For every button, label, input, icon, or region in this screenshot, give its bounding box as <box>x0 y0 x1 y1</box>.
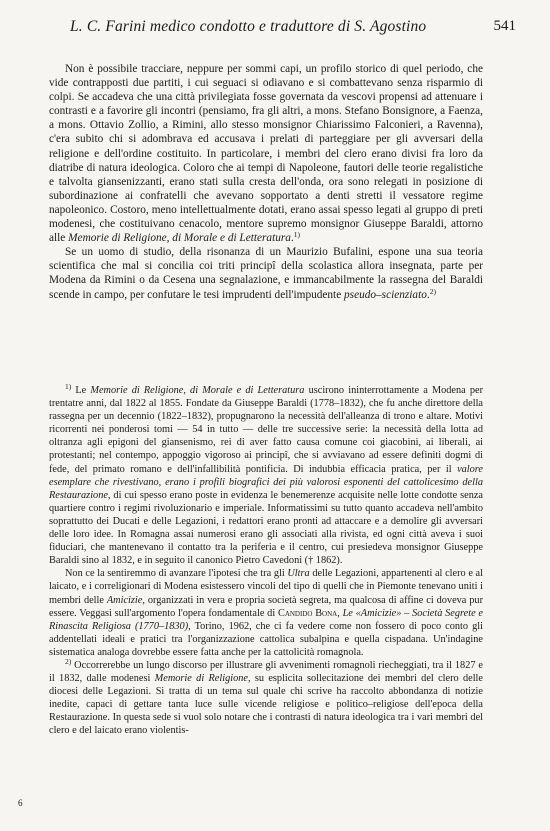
author-name: Candido Bona <box>277 607 338 619</box>
footnote-text-run: Non ce la sentiremmo di avanzare l'ipotesi che tra gli <box>65 568 288 580</box>
book-title: Le «Amicizie» – Società Segrete e Rinascita Religiosa (1770–1830) <box>49 607 483 632</box>
footnote-text-run: , <box>337 607 343 619</box>
footnote-text-run: Occorrerebbe un lungo discorso per illustrare gli avvenimenti romagnoli riecheggiati, tra il 1827 e il 1832, dalle modenesi <box>49 659 483 685</box>
body-text-run: Non è possibile tracciare, neppure per sommi capi, un profilo storico di quel periodo, che vide contrapposti due partiti, i cui seguaci si odiavano e si combattevano senza risparmio di colpi. Se accadeva che una città privilegiata fosse governata da vescovi propensi ad attenuare i contrasti e a favorire gli incontri (pensiamo, fra gli altri, a mons. Stefano Bonsignore, a Faenza, a mons. Ottavio Zollio, a Rimini, allo stesso monsignor Chiarissimo Falconieri, a Ravenna), c'era subito chi si adombrava ed accusava i prelati di parteggiare per gli avversari della religione e dell'ordine costituito. In particolare, i membri del clero erano divisi fra loro da diatribe di natura ideologica. Coloro che ai tempi di Napoleone, fautori delle teorie regalistiche e talvolta giansenizzanti, erano stati sulla cresta dell'onda, ora sono relegati in posizione di subordinazione ai confratelli che avevano sopportato a denti stretti il vessatore regime napoleonico. Costoro, meno intellettualmente dotati, erano assai spesso legati al gruppo di preti modenesi, che costituivano cenacolo, mentore supremo monsignor Giuseppe Baraldi, attorno alle <box>49 63 483 245</box>
running-header <box>70 18 516 36</box>
body-text-run: Se un uomo di studio, della risonanza di un Maurizio Bufalini, espone una sua teoria scientifica che mal si concilia coi triti principî della scolastica allora insegnata, parte per Modena da Rimini o da Cesena una segnalazione, e immancabilmente la rassegna del Baraldi scende in campo, per confutare le tesi imprudenti dell'impudente <box>49 246 483 301</box>
footnote-marker-1: 1) <box>65 382 72 391</box>
footnotes <box>49 384 483 738</box>
body-text-run: . <box>290 232 294 245</box>
footnote-text-run: Le <box>71 385 91 396</box>
body-text-run: . <box>426 288 430 301</box>
footnote-text-run: , di cui spesso erano poste in evidenza le benemerenze acquisite nelle lotte condotte senza quartiere contro i regimi rivoluzionario e imperiale. Informatissimi su tutto quanto accadeva nell'ambito soprattutto dei Ducati e delle Legazioni, i redattori erano pronti ad attaccare e a demolire gli avversari delle loro idee. In Romagna assai numerosi erano gli associati alla rivista, ed ogni città aveva i suoi fiduciari, che mantenevano il contatto tra la periferia e il centro, cui presiedeva monsignor Giuseppe Baraldi sino al 1832, e in seguito il canonico Pietro Cavedoni († 1862). <box>49 489 483 567</box>
journal-title: Memorie di Religione <box>154 673 248 685</box>
footnote-ref-2[interactable]: 2) <box>429 286 436 296</box>
body-paragraph-2 <box>49 245 483 301</box>
signature-mark: 6 <box>18 798 23 808</box>
footnote-text-run: , Torino, 1962, che ci fa vedere come non fossero di poco conto gli addentellati ideali e pratici tra l'organizzazione cattolica subalpina e quella cispadana. Un'indagine sistematica analoga dovrebbe essere fatta anche per la cattolicità romagnola. <box>49 620 483 658</box>
journal-title: Memorie di Religione, di Morale e di Letteratura <box>68 232 291 245</box>
footnote-1-continuation <box>49 567 483 659</box>
footnote-text-run: delle Legazioni, appartenenti al clero e al laicato, e i correligionari di Modena esistessero vincoli del tipo di quelli che in Piemonte tenevano uniti i membri delle <box>49 568 483 606</box>
page-number: 541 <box>493 18 516 34</box>
footnote-text-run: uscirono ininterrottamente a Modena per trentatre anni, dal 1822 al 1855. Fondate da Giuseppe Baraldi (1778–1832), che fu anche direttore della rassegna per un decennio (1822–1832), propugnarono la necessità dell'alleanza di trono e altare. Motivi ricorrenti nei ponderosi tomi — 54 in tutto — delle tre successive serie: la necessità della lotta ad oltranza agli epigoni del giansenismo, rei di aver fatto causa comune coi giacobini, ai liberali, ai protestanti; nel contempo, appoggio vigoroso ai principî, che si avviavano ad essere definiti dogmi di fede, del primato romano e dell'infallibilità pontificia. Di indubbia efficacia pratica, per il <box>49 385 484 475</box>
footnote-1 <box>49 384 483 567</box>
footnote-ref-1[interactable]: 1) <box>293 230 300 240</box>
emphasis-text: Amicizie <box>106 594 143 606</box>
running-title: L. C. Farini medico condotto e traduttore di S. Agostino <box>70 18 427 35</box>
emphasis-text: Ultra <box>287 568 310 580</box>
main-text <box>49 62 483 302</box>
emphasis-text: valore esemplare che rivestivano, erano i profili biografici dei più valorosi esponenti del cattolicesimo della Restaurazione <box>49 463 483 501</box>
journal-title: Memorie di Religione, di Morale e di Letteratura <box>90 385 305 396</box>
footnote-marker-2: 2) <box>65 656 72 666</box>
footnote-text-run: , organizzati in vera e propria società segreta, ma qualcosa di affine ci doveva pur essere. Veggasi sull'argomento l'opera fondamentale di <box>49 594 483 619</box>
footnote-text-run: , su esplicita sollecitazione dei membri del clero delle diocesi delle Legazioni. Si tratta di un tema sul quale chi scrive ha raccolto abbondanza di notizie inedite, capaci di gettare tanta luce sulle vicende religiose e politico–religiose dell'epoca della Restaurazione. In questa sede si vuol solo notare che i contrasti di natura ideologica tra i vari membri del clero e del laicato erano violentis- <box>49 673 483 737</box>
body-paragraph-1 <box>49 62 483 245</box>
emphasis-text: pseudo–scienziato <box>344 288 427 301</box>
footnote-2 <box>49 656 483 738</box>
